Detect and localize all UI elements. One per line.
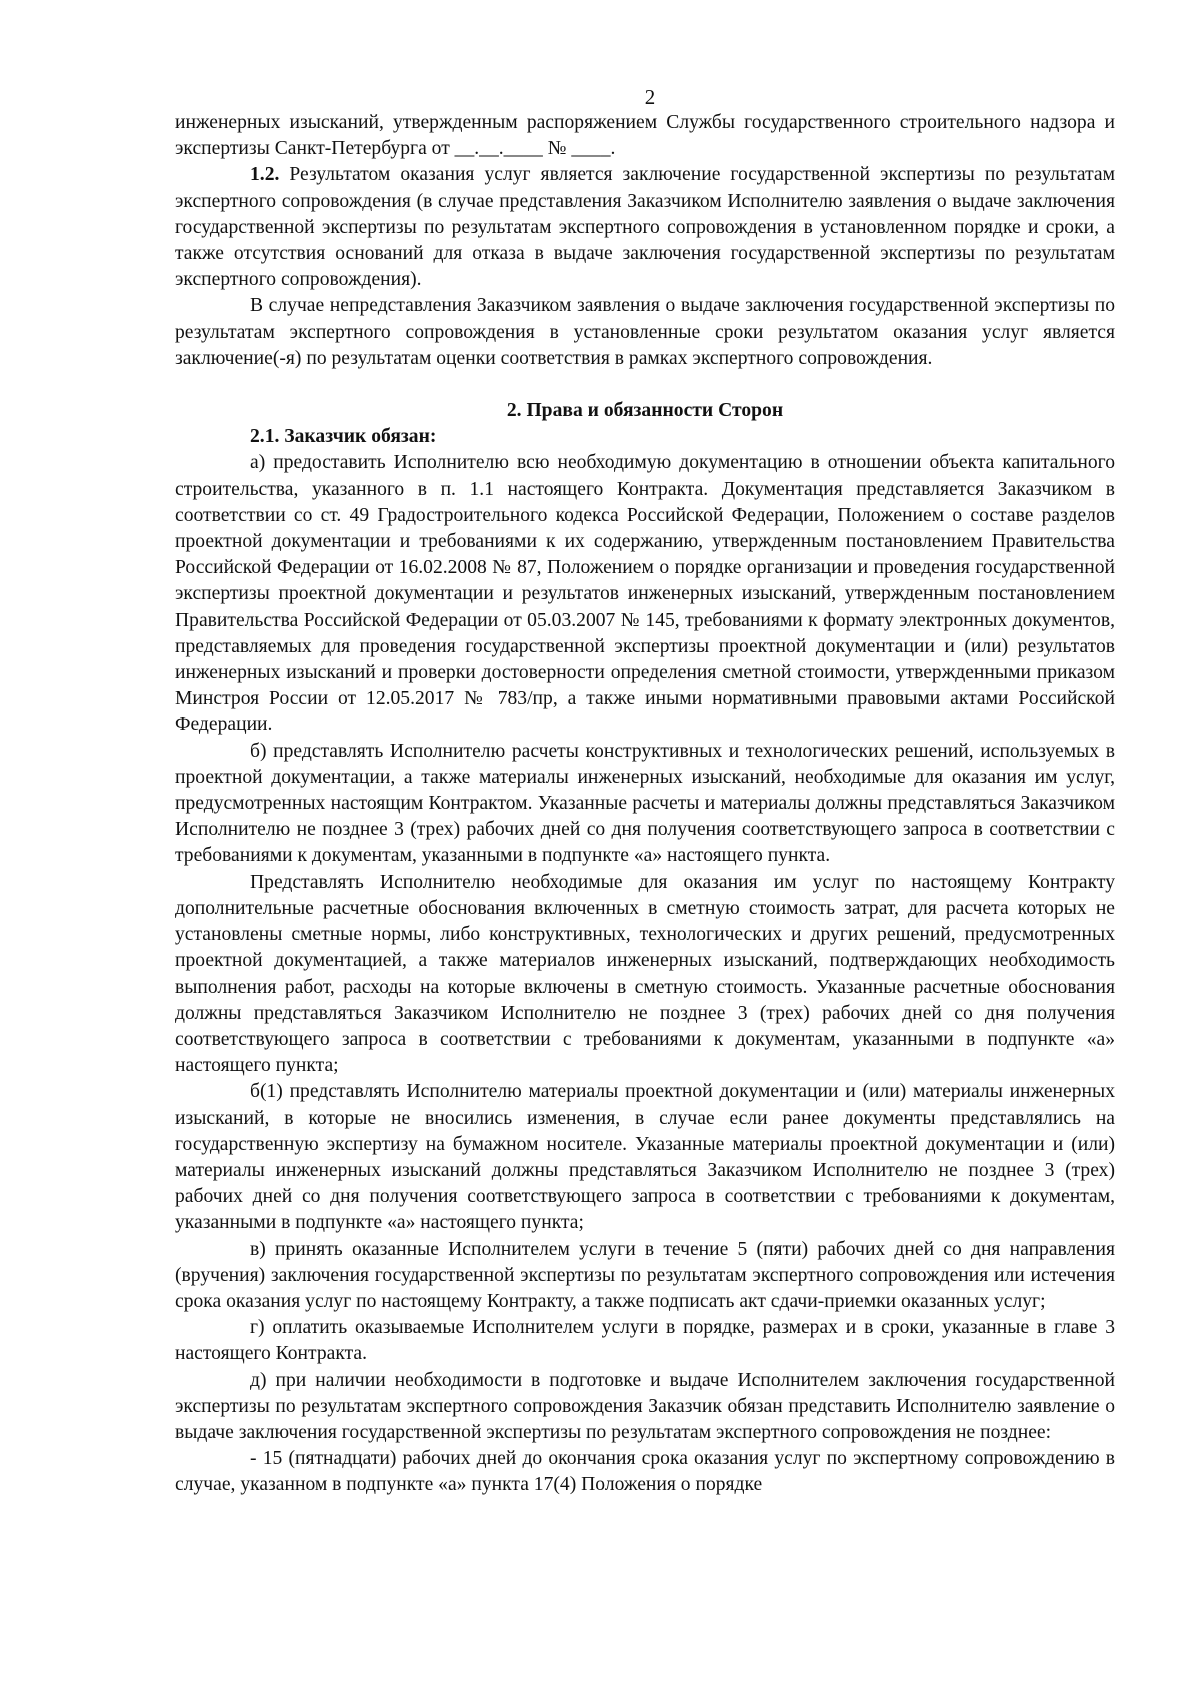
item-a: а) предоставить Исполнителю всю необходимую документацию в отношении объекта капитального строительства, указанного в п. 1.1 настоящего Контракта. Документация представляется Заказчиком в соответствии со ст. 49 Градостроительного кодекса Российской Федерации, Положением о составе разделов проектной документации и требованиями к их содержанию, утвержденным постановлением Правительства Российской Федерации от 16.02.2008 № 87, Положением о порядке организации и проведения государственной экспертизы проектной документации и результатов инженерных изысканий, утвержденным постановлением Правительства Российской Федерации от 05.03.2007 № 145, требованиями к формату электронных документов, представляемых для проведения государственной экспертизы проектной документации и (или) результатов инженерных изысканий и проверки достоверности определения сметной стоимости, утвержденными приказом Минстроя России от 12.05.2017 № 783/пр, а также иными нормативными правовыми актами Российской Федерации. — [175, 452, 1115, 736]
section-heading-2: 2. Права и обязанности Сторон — [506, 400, 784, 422]
page-number: 2 — [644, 85, 656, 109]
item-b: б) представлять Исполнителю расчеты конструктивных и технологических решений, используемых в проектной документации, а также материалы инженерных изысканий, необходимые для оказания им услуг, предусмотренных настоящим Контрактом. Указанные расчеты и материалы должны представляться Заказчиком Исполнителю не позднее 3 (трех) рабочих дней со дня получения соответствующего запроса в соответствии с требованиями к документам, указанными в подпункте «а» настоящего пункта. — [175, 740, 1115, 867]
document-page — [175, 84, 1115, 1499]
paragraph-1-2 — [175, 162, 1115, 293]
item-d-dash: - 15 (пятнадцати) рабочих дней до окончания срока оказания услуг по экспертному сопровождению в случае, указанном в подпункте «а» пункта 17(4) Положения о порядке — [175, 1448, 1115, 1496]
paragraph-1-2-b: В случае непредставления Заказчиком заявления о выдаче заключения государственной экспертизы по результатам экспертного сопровождения в установленные сроки результатом оказания услуг является заключение(-я) по результатам оценки соответствия в рамках экспертного сопровождения. — [175, 295, 1115, 369]
clause-text-1-2: Результатом оказания услуг является заключение государственной экспертизы по результатам экспертного сопровождения (в случае представления Заказчиком Исполнителю заявления о выдаче заключения государственной экспертизы по результатам экспертного сопровождения в установленном порядке и сроки, а также отсутствия оснований для отказа в выдаче заключения государственной экспертизы по результатам экспертного сопровождения). — [175, 164, 1115, 291]
item-g: г) оплатить оказываемые Исполнителем услуги в порядке, размерах и в сроки, указанные в главе 3 настоящего Контракта. — [175, 1317, 1115, 1365]
item-d: д) при наличии необходимости в подготовке и выдаче Исполнителем заключения государственной экспертизы по результатам экспертного сопровождения Заказчик обязан представить Исполнителю заявление о выдаче заключения государственной экспертизы по результатам экспертного сопровождения не позднее: — [175, 1369, 1115, 1443]
paragraph-intro: инженерных изысканий, утвержденным распоряжением Службы государственного строительного надзора и экспертизы Санкт-Петербурга от __.__.____ № ____. — [175, 112, 1115, 160]
clause-number-1-2: 1.2. — [250, 164, 280, 186]
item-v: в) принять оказанные Исполнителем услуги в течение 5 (пяти) рабочих дней со дня направления (вручения) заключения государственной экспертизы по результатам экспертного сопровождения или истечения срока оказания услуг по настоящему Контракту, а также подписать акт сдачи-приемки оказанных услуг; — [175, 1238, 1115, 1312]
subsection-heading-2-1: 2.1. Заказчик обязан: — [250, 426, 437, 448]
item-b-continuation: Представлять Исполнителю необходимые для оказания им услуг по настоящему Контракту дополнительные расчетные обоснования включенных в сметную стоимость затрат, для расчета которых не установлены сметные нормы, либо конструктивных, технологических и других решений, предусмотренных проектной документацией, а также материалов инженерных изысканий, подтверждающих необходимость выполнения работ, расходы на которые включены в сметную стоимость. Указанные расчетные обоснования должны представляться Заказчиком Исполнителю не позднее 3 (трех) рабочих дней со дня получения соответствующего запроса в соответствии с требованиями к документам, указанными в подпункте «а» настоящего пункта; — [175, 871, 1115, 1077]
item-b1: б(1) представлять Исполнителю материалы проектной документации и (или) материалы инженерных изысканий, в которые не вносились изменения, в случае если ранее документы представлялись на государственную экспертизу на бумажном носителе. Указанные материалы проектной документации и (или) материалы инженерных изысканий должны представляться Заказчиком Исполнителю не позднее 3 (трех) рабочих дней со дня получения соответствующего запроса в соответствии с требованиями к документам, указанными в подпункте «а» настоящего пункта; — [175, 1081, 1115, 1234]
